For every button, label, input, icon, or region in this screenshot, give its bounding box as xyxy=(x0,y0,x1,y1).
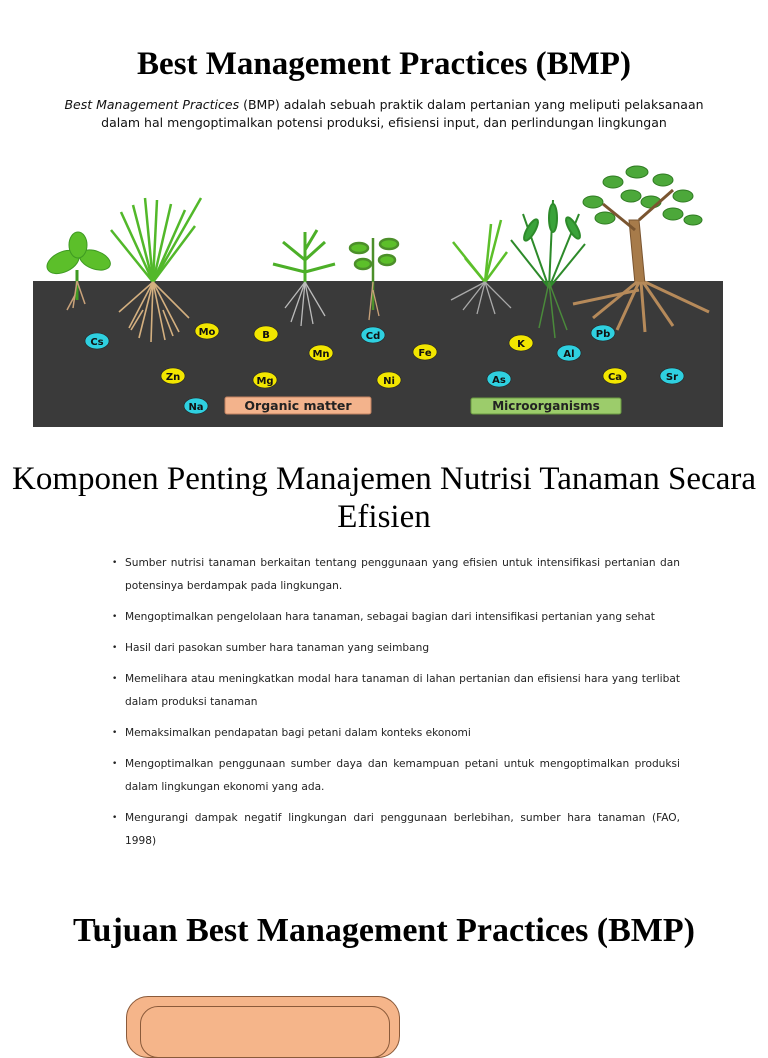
section-title-goals: Tujuan Best Management Practices (BMP) xyxy=(73,912,695,949)
ion-cd xyxy=(361,327,385,343)
bullet-text: Memaksimalkan pendapatan bagi petani dalam konteks ekonomi xyxy=(125,727,471,739)
bullet-text: Mengoptimalkan penggunaan sumber daya dan kemampuan petani untuk mengoptimalkan produksi dalam lingkungan ekonomi yang ada. xyxy=(125,758,680,793)
bullet-text: Mengurangi dampak negatif lingkungan dari penggunaan berlebihan, sumber hara tanaman (FAO, 1998) xyxy=(125,812,680,847)
ion-label: Cd xyxy=(365,331,381,342)
soil-nutrient-illustration xyxy=(33,160,723,427)
section-title-components: Komponen Penting Manajemen Nutrisi Tanaman Secara Efisien xyxy=(12,461,756,535)
ion-b xyxy=(254,326,278,342)
microorganisms-text: Microorganisms xyxy=(492,399,600,413)
intro-term: Best Management Practices xyxy=(64,97,240,112)
ion-pb xyxy=(591,325,615,341)
bullet-item xyxy=(112,606,680,629)
ion-mg xyxy=(253,372,277,388)
ion-label: Al xyxy=(563,349,575,360)
intro-text: (BMP) adalah sebuah praktik dalam pertanian yang meliputi pelaksanaan dalam hal mengoptimalkan potensi produksi, efisiensi input, dan perlindungan lingkungan xyxy=(101,97,704,130)
ion-label: B xyxy=(262,330,270,341)
ion-label: Mg xyxy=(256,376,274,387)
ion-sr xyxy=(660,368,684,384)
bullet-dot: • xyxy=(112,728,118,738)
intro-paragraph xyxy=(60,96,708,132)
bullet-text: Sumber nutrisi tanaman berkaitan tentang penggunaan yang efisien untuk intensifikasi pertanian dan potensinya berdampak pada lingkungan. xyxy=(125,557,680,592)
ion-na xyxy=(184,398,208,414)
bullet-dot: • xyxy=(112,759,118,769)
bullet-dot: • xyxy=(112,813,118,823)
ion-label: Mo xyxy=(198,327,216,338)
ion-label: Sr xyxy=(665,372,679,383)
organic-matter-label xyxy=(225,397,371,414)
bullet-text: Memelihara atau meningkatkan modal hara tanaman di lahan pertanian dan efisiensi hara yang terlibat dalam produksi tanaman xyxy=(125,673,680,708)
bullet-dot: • xyxy=(112,643,118,653)
ion-as xyxy=(487,371,511,387)
component-bullet-list xyxy=(112,552,680,861)
ion-al xyxy=(557,345,581,361)
microorganisms-label xyxy=(471,398,621,414)
bullet-item xyxy=(112,753,680,799)
ion-fe xyxy=(413,344,437,360)
ion-label: Na xyxy=(188,402,204,413)
page-title: Best Management Practices (BMP) xyxy=(137,46,631,82)
ion-label: Ni xyxy=(383,376,395,387)
ion-label: Cs xyxy=(90,337,104,348)
goal-card-inner-shape xyxy=(140,1006,390,1058)
bullet-text: Hasil dari pasokan sumber hara tanaman yang seimbang xyxy=(125,642,430,654)
bullet-item xyxy=(112,807,680,853)
ion-label: Zn xyxy=(165,372,181,383)
ion-zn xyxy=(161,368,185,384)
ion-mo xyxy=(195,323,219,339)
bullet-item xyxy=(112,637,680,660)
ion-k xyxy=(509,335,533,351)
organic-matter-text: Organic matter xyxy=(244,398,352,413)
ion-label: Ca xyxy=(607,372,623,383)
bullet-item xyxy=(112,722,680,745)
bullet-dot: • xyxy=(112,612,118,622)
bullet-text: Mengoptimalkan pengelolaan hara tanaman, sebagai bagian dari intensifikasi pertanian yang sehat xyxy=(125,611,655,623)
ion-label: Mn xyxy=(312,349,330,360)
ion-ni xyxy=(377,372,401,388)
bullet-item xyxy=(112,668,680,714)
ion-label: K xyxy=(517,339,525,350)
bullet-dot: • xyxy=(112,674,118,684)
ion-mn xyxy=(309,345,333,361)
ion-cs xyxy=(85,333,109,349)
bullet-item xyxy=(112,552,680,598)
ion-label: As xyxy=(492,375,506,386)
bullet-dot: • xyxy=(112,558,118,568)
ion-ca xyxy=(603,368,627,384)
ion-label: Pb xyxy=(595,329,611,340)
ion-label: Fe xyxy=(418,348,432,359)
